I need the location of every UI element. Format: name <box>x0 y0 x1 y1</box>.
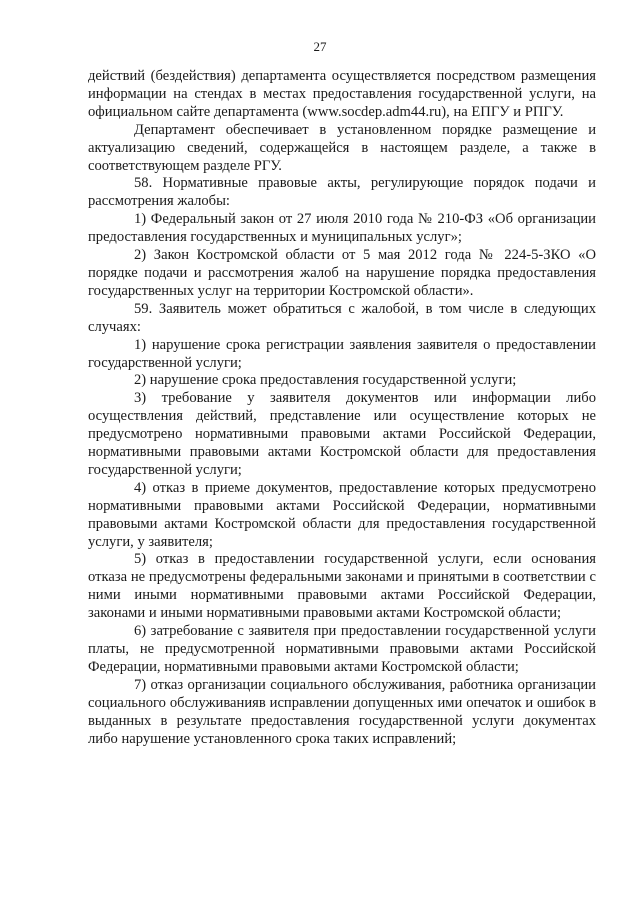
paragraph-continuation: действий (бездействия) департамента осуществляется посредством размещения информации на стендах в местах предоставления государственной услуги, на официальном сайте департамента (www.socdep.adm44.ru), на ЕПГУ и РПГУ. <box>88 68 596 120</box>
paragraph-59-item-4: 4) отказ в приеме документов, предоставление которых предусмотрено нормативными правовыми актами Российской Федерации, нормативными правовыми актами Костромской области для предоставления государственной услуги, у заявителя; <box>88 479 596 550</box>
paragraph-59-item-5: 5) отказ в предоставлении государственной услуги, если основания отказа не предусмотрены федеральными законами и принятыми в соответствии с ними иными нормативными правовыми актами Российской Федерации, законами и иными нормативными правовыми актами Костромской области; <box>88 551 596 622</box>
paragraph-department-duty: Департамент обеспечивает в установленном порядке размещение и актуализацию сведений, содержащейся в настоящем разделе, а также в соответствующем разделе РГУ. <box>88 121 596 174</box>
document-body <box>88 68 596 748</box>
paragraph-59-item-3: 3) требование у заявителя документов или информации либо осуществления действий, представление или осуществление которых не предусмотрено нормативными правовыми актами Российской Федерации, нормативными правовыми актами Костромской области для предоставления государственной услуги; <box>88 390 596 478</box>
paragraph-59-item-2: 2) нарушение срока предоставления государственной услуги; <box>134 372 517 389</box>
paragraph-58-item-1: 1) Федеральный закон от 27 июля 2010 года № 210-ФЗ «Об организации предоставления государственных и муниципальных услуг»; <box>88 211 596 246</box>
paragraph-58-item-2: 2) Закон Костромской области от 5 мая 2012 года № 224-5-ЗКО «О порядке подачи и рассмотрения жалоб на нарушение порядка предоставления государственных услуг на территории Костромской области». <box>88 247 596 299</box>
page-number: 27 <box>313 39 327 54</box>
paragraph-59-item-1: 1) нарушение срока регистрации заявления заявителя о предоставлении государственной услуги; <box>88 336 596 371</box>
paragraph-59-heading: 59. Заявитель может обратиться с жалобой, в том числе в следующих случаях: <box>88 300 596 335</box>
paragraph-59-item-7: 7) отказ организации социального обслуживания, работника организации социального обслуживанияв исправлении допущенных ими опечаток и ошибок в выданных в результате предоставления государственной услуги документах либо нарушение установленного срока таких исправлений; <box>88 676 596 747</box>
paragraph-59-item-6: 6) затребование с заявителя при предоставлении государственной услуги платы, не предусмотренной нормативными правовыми актами Российской Федерации, нормативными правовыми актами Костромской области; <box>88 623 596 675</box>
paragraph-58-heading: 58. Нормативные правовые акты, регулирующие порядок подачи и рассмотрения жалобы: <box>88 175 596 210</box>
